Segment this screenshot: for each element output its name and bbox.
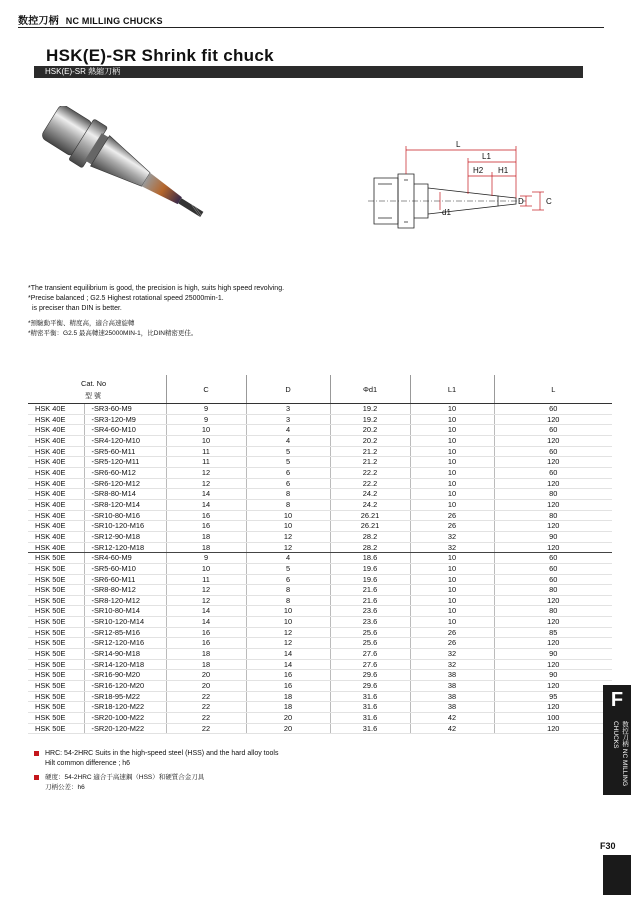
l1-cell: 26	[410, 638, 494, 649]
l1-cell: 26	[410, 521, 494, 532]
table-row	[28, 510, 612, 521]
l-cell: 120	[494, 638, 612, 649]
l1-cell: 32	[410, 542, 494, 553]
l-cell: 120	[494, 478, 612, 489]
model-cell: HSK 50E	[28, 595, 84, 606]
d1-cell: 19.2	[330, 404, 410, 415]
d-cell: 3	[246, 414, 330, 425]
d-cell: 14	[246, 649, 330, 660]
l-cell: 120	[494, 659, 612, 670]
table-row	[28, 617, 612, 628]
table-row	[28, 691, 612, 702]
part-cell: -SR6-60-M11	[84, 574, 166, 585]
part-cell: -SR5-60-M11	[84, 446, 166, 457]
part-cell: -SR8-80-M12	[84, 585, 166, 596]
l-cell: 120	[494, 499, 612, 510]
d-cell: 16	[246, 681, 330, 692]
d1-cell: 24.2	[330, 499, 410, 510]
d-cell: 12	[246, 638, 330, 649]
page-number-bar	[603, 855, 631, 895]
table-row	[28, 723, 612, 734]
d-cell: 12	[246, 542, 330, 553]
c-cell: 22	[166, 713, 246, 724]
l1-cell: 38	[410, 691, 494, 702]
c-cell: 20	[166, 670, 246, 681]
l-cell: 120	[494, 457, 612, 468]
c-cell: 11	[166, 574, 246, 585]
d1-cell: 29.6	[330, 681, 410, 692]
d-cell: 10	[246, 606, 330, 617]
l-cell: 60	[494, 425, 612, 436]
l1-cell: 42	[410, 723, 494, 734]
c-cell: 22	[166, 691, 246, 702]
table-row	[28, 574, 612, 585]
c-cell: 16	[166, 510, 246, 521]
l-cell: 85	[494, 627, 612, 638]
l-cell: 120	[494, 435, 612, 446]
table-row	[28, 649, 612, 660]
table-row	[28, 457, 612, 468]
l-cell: 120	[494, 542, 612, 553]
dim-label-H1: H1	[498, 166, 509, 175]
c-cell: 18	[166, 542, 246, 553]
d1-cell: 22.2	[330, 467, 410, 478]
l-cell: 120	[494, 617, 612, 628]
section-tab	[603, 685, 631, 795]
d1-cell: 31.6	[330, 713, 410, 724]
l1-cell: 10	[410, 435, 494, 446]
c-cell: 22	[166, 702, 246, 713]
model-cell: HSK 50E	[28, 702, 84, 713]
d1-cell: 28.2	[330, 531, 410, 542]
d1-cell: 21.2	[330, 446, 410, 457]
part-cell: -SR4-60-M10	[84, 425, 166, 436]
model-cell: HSK 50E	[28, 574, 84, 585]
footnote-cn-1: 硬度：54-2HRC 適合于高速鋼（HSS）和硬質合金刀具	[45, 774, 205, 781]
l1-cell: 10	[410, 478, 494, 489]
d-cell: 20	[246, 713, 330, 724]
table-row	[28, 670, 612, 681]
part-cell: -SR18-95-M22	[84, 691, 166, 702]
d1-cell: 29.6	[330, 670, 410, 681]
section-tab-en: NC MILLING CHUCKS	[612, 721, 628, 787]
c-cell: 14	[166, 499, 246, 510]
dim-label-d1: d1	[442, 208, 451, 217]
dim-label-C: C	[546, 197, 552, 206]
table-row	[28, 542, 612, 553]
part-cell: -SR6-60-M12	[84, 467, 166, 478]
footnote-cn-2: 刀柄公差：h6	[45, 784, 85, 791]
subtitle: HSK(E)-SR 熱縮刀柄	[45, 67, 121, 76]
d1-cell: 28.2	[330, 542, 410, 553]
l-cell: 80	[494, 585, 612, 596]
table-row	[28, 595, 612, 606]
model-cell: HSK 50E	[28, 617, 84, 628]
table-row	[28, 702, 612, 713]
part-cell: -SR12-90-M18	[84, 531, 166, 542]
l1-cell: 10	[410, 446, 494, 457]
section-tab-cn: 数控刀柄	[621, 721, 628, 747]
l-cell: 60	[494, 446, 612, 457]
c-cell: 12	[166, 478, 246, 489]
l1-cell: 10	[410, 467, 494, 478]
d-cell: 3	[246, 404, 330, 415]
table-row	[28, 627, 612, 638]
table-row	[28, 478, 612, 489]
table-row	[28, 681, 612, 692]
part-cell: -SR10-120-M14	[84, 617, 166, 628]
part-cell: -SR8-120-M12	[84, 595, 166, 606]
header-d1: Φd1	[330, 375, 410, 404]
l-cell: 90	[494, 649, 612, 660]
d1-cell: 31.6	[330, 691, 410, 702]
part-cell: -SR16-120-M20	[84, 681, 166, 692]
l1-cell: 10	[410, 457, 494, 468]
c-cell: 12	[166, 467, 246, 478]
d1-cell: 27.6	[330, 649, 410, 660]
d-cell: 5	[246, 446, 330, 457]
d-cell: 5	[246, 563, 330, 574]
part-cell: -SR16-90-M20	[84, 670, 166, 681]
d-cell: 10	[246, 510, 330, 521]
d1-cell: 26.21	[330, 521, 410, 532]
d-cell: 14	[246, 659, 330, 670]
footnote-en-2: Hilt common difference ; h6	[45, 760, 131, 767]
l1-cell: 26	[410, 627, 494, 638]
c-cell: 10	[166, 563, 246, 574]
part-cell: -SR4-120-M10	[84, 435, 166, 446]
note-cn-2: *精密平衡：G2.5 最高轉速25000MIN-1，比DIN精密更佳。	[28, 330, 198, 337]
d1-cell: 23.6	[330, 606, 410, 617]
model-cell: HSK 40E	[28, 531, 84, 542]
d-cell: 8	[246, 489, 330, 500]
d-cell: 20	[246, 723, 330, 734]
d1-cell: 24.2	[330, 489, 410, 500]
d1-cell: 26.21	[330, 510, 410, 521]
table-row	[28, 489, 612, 500]
d1-cell: 27.6	[330, 659, 410, 670]
model-cell: HSK 50E	[28, 659, 84, 670]
part-cell: -SR6-120-M12	[84, 478, 166, 489]
dim-label-D: D	[518, 197, 524, 206]
c-cell: 9	[166, 553, 246, 564]
header-l: L	[494, 375, 612, 404]
d1-cell: 25.6	[330, 638, 410, 649]
feature-notes	[28, 284, 284, 339]
part-cell: -SR5-120-M11	[84, 457, 166, 468]
table-row	[28, 553, 612, 564]
table-row	[28, 414, 612, 425]
l1-cell: 32	[410, 531, 494, 542]
section-tab-letter: F	[610, 689, 624, 711]
part-cell: -SR3-120-M9	[84, 414, 166, 425]
part-cell: -SR10-80-M14	[84, 606, 166, 617]
table-row	[28, 425, 612, 436]
footnote	[34, 749, 278, 793]
d-cell: 5	[246, 457, 330, 468]
part-cell: -SR14-90-M18	[84, 649, 166, 660]
part-cell: -SR20-120-M22	[84, 723, 166, 734]
header-c: C	[166, 375, 246, 404]
c-cell: 16	[166, 638, 246, 649]
header-category-cn: 数控刀柄	[18, 16, 59, 27]
table-row	[28, 446, 612, 457]
c-cell: 18	[166, 531, 246, 542]
table-row	[28, 467, 612, 478]
header-d: D	[246, 375, 330, 404]
part-cell: -SR8-80-M14	[84, 489, 166, 500]
table-row	[28, 521, 612, 532]
page-title: HSK(E)-SR Shrink fit chuck	[46, 46, 274, 65]
d1-cell: 19.6	[330, 574, 410, 585]
d-cell: 8	[246, 595, 330, 606]
model-cell: HSK 40E	[28, 542, 84, 553]
model-cell: HSK 40E	[28, 489, 84, 500]
product-photo	[36, 106, 236, 256]
header-l1: L1	[410, 375, 494, 404]
part-cell: -SR5-60-M10	[84, 563, 166, 574]
d1-cell: 22.2	[330, 478, 410, 489]
table-row	[28, 435, 612, 446]
d-cell: 6	[246, 478, 330, 489]
dim-label-H2: H2	[473, 166, 484, 175]
note-en-3: is preciser than DIN is better.	[32, 305, 122, 312]
section-tab-text	[605, 721, 629, 791]
model-cell: HSK 40E	[28, 457, 84, 468]
d-cell: 6	[246, 467, 330, 478]
c-cell: 18	[166, 659, 246, 670]
d-cell: 12	[246, 531, 330, 542]
c-cell: 10	[166, 425, 246, 436]
l1-cell: 26	[410, 510, 494, 521]
model-cell: HSK 50E	[28, 627, 84, 638]
c-cell: 14	[166, 489, 246, 500]
header-rule	[18, 27, 604, 28]
page-header	[18, 12, 163, 27]
c-cell: 18	[166, 649, 246, 660]
note-en-1: *The transient equilibrium is good, the precision is high, suits high speed revolving.	[28, 285, 285, 292]
footnote-bullet-icon	[34, 751, 39, 756]
d-cell: 16	[246, 670, 330, 681]
model-cell: HSK 50E	[28, 681, 84, 692]
l1-cell: 38	[410, 702, 494, 713]
c-cell: 22	[166, 723, 246, 734]
c-cell: 14	[166, 617, 246, 628]
model-cell: HSK 50E	[28, 563, 84, 574]
d1-cell: 23.6	[330, 617, 410, 628]
l-cell: 120	[494, 681, 612, 692]
table-row	[28, 404, 612, 415]
c-cell: 9	[166, 414, 246, 425]
l-cell: 60	[494, 553, 612, 564]
header-cat-no-cn: 型 號	[85, 393, 101, 400]
d-cell: 4	[246, 553, 330, 564]
l1-cell: 10	[410, 414, 494, 425]
l1-cell: 32	[410, 649, 494, 660]
l1-cell: 42	[410, 713, 494, 724]
table-row	[28, 531, 612, 542]
part-cell: -SR4-60-M9	[84, 553, 166, 564]
d1-cell: 19.6	[330, 563, 410, 574]
l-cell: 60	[494, 563, 612, 574]
l-cell: 90	[494, 531, 612, 542]
dim-label-L: L	[456, 140, 461, 149]
model-cell: HSK 50E	[28, 606, 84, 617]
part-cell: -SR18-120-M22	[84, 702, 166, 713]
c-cell: 16	[166, 521, 246, 532]
c-cell: 10	[166, 435, 246, 446]
l-cell: 120	[494, 414, 612, 425]
l1-cell: 38	[410, 681, 494, 692]
part-cell: -SR3-60-M9	[84, 404, 166, 415]
model-cell: HSK 50E	[28, 585, 84, 596]
l-cell: 95	[494, 691, 612, 702]
part-cell: -SR14-120-M18	[84, 659, 166, 670]
d-cell: 12	[246, 627, 330, 638]
spec-table	[28, 375, 612, 734]
l1-cell: 10	[410, 425, 494, 436]
model-cell: HSK 50E	[28, 713, 84, 724]
c-cell: 14	[166, 606, 246, 617]
model-cell: HSK 40E	[28, 467, 84, 478]
table-row	[28, 563, 612, 574]
d-cell: 18	[246, 691, 330, 702]
c-cell: 9	[166, 404, 246, 415]
c-cell: 12	[166, 585, 246, 596]
l-cell: 60	[494, 574, 612, 585]
d1-cell: 21.6	[330, 585, 410, 596]
l1-cell: 10	[410, 595, 494, 606]
model-cell: HSK 40E	[28, 478, 84, 489]
l-cell: 80	[494, 606, 612, 617]
c-cell: 11	[166, 446, 246, 457]
d1-cell: 31.6	[330, 702, 410, 713]
l1-cell: 10	[410, 404, 494, 415]
part-cell: -SR20-100-M22	[84, 713, 166, 724]
l1-cell: 10	[410, 553, 494, 564]
l1-cell: 32	[410, 659, 494, 670]
d1-cell: 20.2	[330, 425, 410, 436]
c-cell: 12	[166, 595, 246, 606]
note-en-2: *Precise balanced ; G2.5 Highest rotational speed 25000min-1.	[28, 295, 224, 302]
note-cn-1: *預驗動平衡、精度高，適合高速旋轉	[28, 320, 135, 327]
l-cell: 100	[494, 713, 612, 724]
l-cell: 90	[494, 670, 612, 681]
d-cell: 18	[246, 702, 330, 713]
l-cell: 80	[494, 489, 612, 500]
model-cell: HSK 50E	[28, 670, 84, 681]
model-cell: HSK 40E	[28, 446, 84, 457]
model-cell: HSK 40E	[28, 521, 84, 532]
l1-cell: 10	[410, 574, 494, 585]
l-cell: 120	[494, 521, 612, 532]
model-cell: HSK 50E	[28, 649, 84, 660]
d-cell: 8	[246, 585, 330, 596]
l-cell: 120	[494, 723, 612, 734]
d-cell: 4	[246, 425, 330, 436]
model-cell: HSK 40E	[28, 499, 84, 510]
table-row	[28, 659, 612, 670]
part-cell: -SR12-120-M16	[84, 638, 166, 649]
d1-cell: 18.6	[330, 553, 410, 564]
header-category-en: NC MILLING CHUCKS	[65, 16, 163, 26]
model-cell: HSK 40E	[28, 414, 84, 425]
c-cell: 16	[166, 627, 246, 638]
part-cell: -SR8-120-M14	[84, 499, 166, 510]
d-cell: 10	[246, 521, 330, 532]
table-row	[28, 606, 612, 617]
d1-cell: 25.6	[330, 627, 410, 638]
l-cell: 80	[494, 510, 612, 521]
d1-cell: 20.2	[330, 435, 410, 446]
c-cell: 20	[166, 681, 246, 692]
model-cell: HSK 40E	[28, 435, 84, 446]
model-cell: HSK 40E	[28, 510, 84, 521]
l-cell: 60	[494, 404, 612, 415]
model-cell: HSK 50E	[28, 553, 84, 564]
l1-cell: 10	[410, 606, 494, 617]
d1-cell: 21.6	[330, 595, 410, 606]
dim-label-L1: L1	[482, 152, 491, 161]
l1-cell: 38	[410, 670, 494, 681]
technical-drawing	[368, 136, 568, 236]
l1-cell: 10	[410, 489, 494, 500]
d-cell: 6	[246, 574, 330, 585]
model-cell: HSK 40E	[28, 425, 84, 436]
d1-cell: 21.2	[330, 457, 410, 468]
l1-cell: 10	[410, 617, 494, 628]
l-cell: 120	[494, 595, 612, 606]
d-cell: 4	[246, 435, 330, 446]
subtitle-bar	[34, 66, 583, 78]
l-cell: 120	[494, 702, 612, 713]
part-cell: -SR10-80-M16	[84, 510, 166, 521]
footnote-bullet-icon	[34, 775, 39, 780]
table-row	[28, 713, 612, 724]
l1-cell: 10	[410, 499, 494, 510]
l-cell: 60	[494, 467, 612, 478]
table-row	[28, 638, 612, 649]
d-cell: 10	[246, 617, 330, 628]
l1-cell: 10	[410, 563, 494, 574]
d1-cell: 31.6	[330, 723, 410, 734]
header-cat-no	[28, 375, 166, 404]
page-number: F30	[600, 841, 616, 851]
model-cell: HSK 50E	[28, 691, 84, 702]
part-cell: -SR12-120-M18	[84, 542, 166, 553]
footnote-en-1: HRC: 54-2HRC Suits in the high-speed steel (HSS) and the hard alloy tools	[45, 750, 279, 757]
table-row	[28, 499, 612, 510]
table-row	[28, 585, 612, 596]
model-cell: HSK 50E	[28, 638, 84, 649]
c-cell: 11	[166, 457, 246, 468]
model-cell: HSK 40E	[28, 404, 84, 415]
part-cell: -SR10-120-M16	[84, 521, 166, 532]
d1-cell: 19.2	[330, 414, 410, 425]
d-cell: 8	[246, 499, 330, 510]
l1-cell: 10	[410, 585, 494, 596]
part-cell: -SR12-85-M16	[84, 627, 166, 638]
header-cat-no-en: Cat. No	[81, 379, 107, 388]
table-header-row	[28, 375, 612, 404]
model-cell: HSK 50E	[28, 723, 84, 734]
